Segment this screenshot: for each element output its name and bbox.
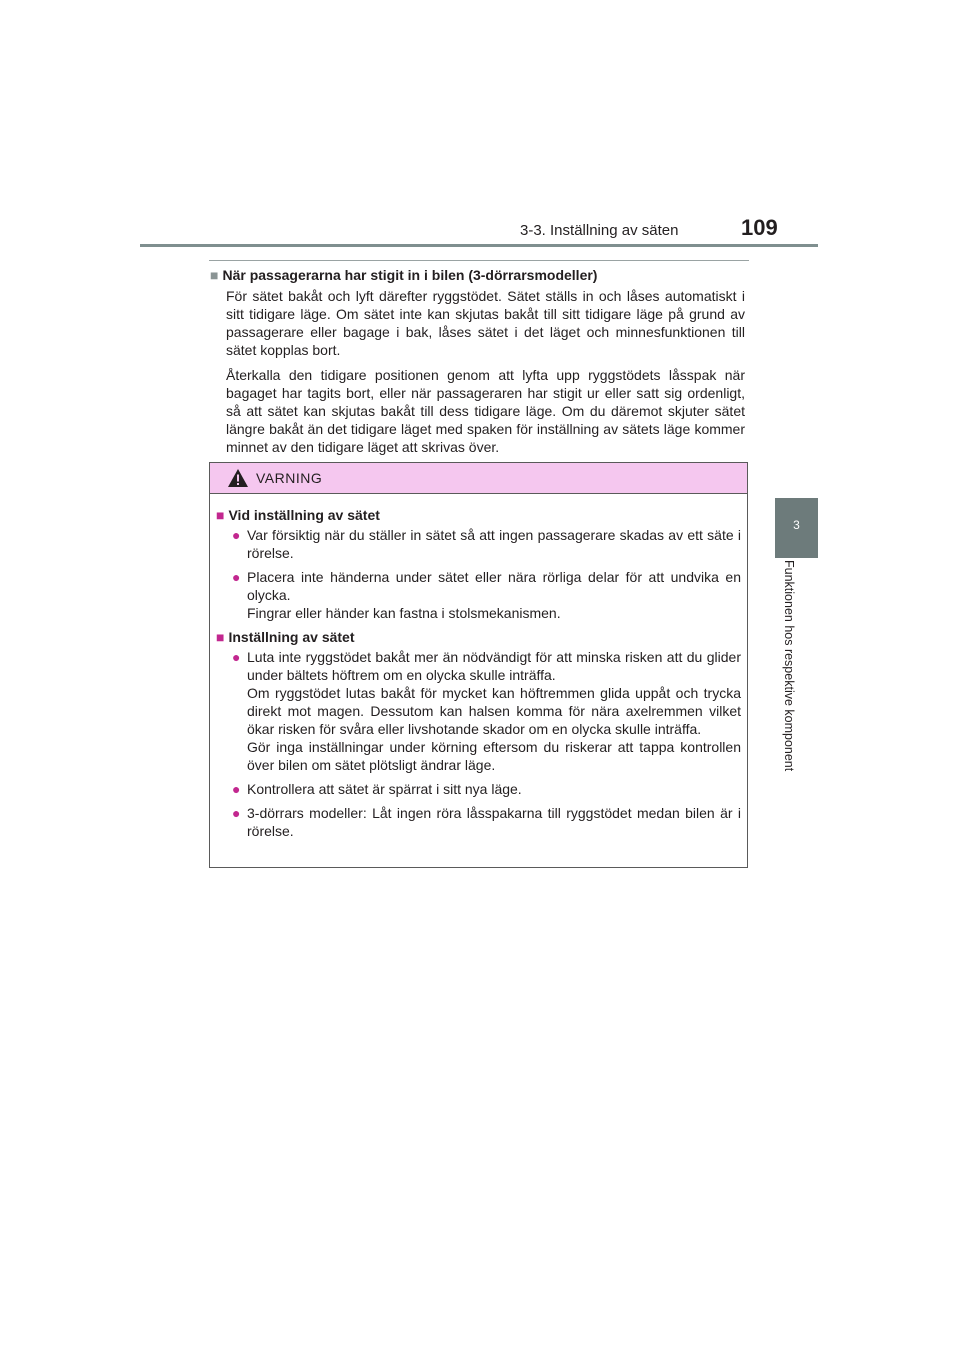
section-divider [209, 260, 749, 261]
warning-header [210, 463, 747, 494]
page-number: 109 [741, 215, 778, 240]
section-paragraph: För sätet bakåt och lyft därefter ryggstödet. Sätet ställs in och låses automatiskt i sitt tidigare läge. Om sätet inte kan skjutas bakåt till sitt tidigare läge på grund av passagerare eller bagage i bak, låses sätet i det läget och minnesfunktionen till sätet kopplas bort. [226, 288, 745, 358]
round-bullet-icon: ● [232, 569, 241, 585]
warning-box [209, 462, 748, 868]
warning-bullet [216, 780, 741, 798]
section-heading-text: När passagerarna har stigit in i bilen (3-dörrarsmodeller) [222, 267, 598, 283]
bullet-text: Om ryggstödet lutas bakåt för mycket kan höftremmen glida uppåt och trycka direkt mot magen. Dessutom kan halsen komma för nära axelremmen vilket ökar risken för svåra eller livshotande skador om en olycka skulle inträffa. [247, 685, 741, 737]
bullet-text: Fingrar eller händer kan fastna i stolsmekanismen. [247, 605, 561, 621]
bullet-text: Placera inte händerna under sätet eller nära rörliga delar för att undvika en olycka. [247, 569, 741, 603]
round-bullet-icon: ● [232, 781, 241, 797]
square-bullet-icon: ■ [210, 267, 219, 283]
warning-triangle-icon [227, 468, 249, 488]
bullet-text: Gör inga inställningar under körning eftersom du riskerar att tappa kontrollen över bilen om sätet plötsligt ändrar läge. [247, 739, 741, 773]
square-bullet-icon: ■ [216, 507, 225, 523]
warning-bullet [216, 648, 741, 774]
warning-body [210, 494, 747, 840]
bullet-text: Luta inte ryggstödet bakåt mer än nödvändigt för att minska risken att du glider under bältets höftrem om en olycka skulle inträffa. [247, 649, 741, 683]
warning-bullet [216, 526, 741, 562]
warning-group-heading [216, 506, 741, 524]
bullet-text: Kontrollera att sätet är spärrat i sitt nya läge. [247, 781, 522, 797]
section [210, 266, 745, 463]
warning-bullet [216, 804, 741, 840]
warning-bullet [216, 568, 741, 622]
chapter-tab [775, 498, 818, 558]
header-rule [140, 244, 818, 247]
header-section-title: 3-3. Inställning av säten [520, 222, 679, 239]
warning-group-heading-text: Inställning av sätet [228, 629, 355, 645]
bullet-text: Var försiktig när du ställer in sätet så att ingen passagerare skadas av ett säte i rörelse. [247, 527, 741, 561]
bullet-text: 3-dörrars modeller: Låt ingen röra låsspakarna till ryggstödet medan bilen är i rörelse. [247, 805, 741, 839]
round-bullet-icon: ● [232, 527, 241, 543]
chapter-title: Funktionen hos respektive komponent [782, 560, 796, 772]
section-paragraph: Återkalla den tidigare positionen genom att lyfta upp ryggstödets låsspak när bagaget har tagits bort, eller när passageraren har stigit ur eller satt sig ordenligt, så att sätet kan skjutas bakåt till dess tidigare läge. Om du däremot skjuter sätet längre bakåt än det tidigare läget med spaken för inställning av sätets läge kommer minnet av den tidigare läget att skrivas över. [226, 367, 745, 455]
chapter-number: 3 [793, 518, 800, 532]
warning-label: VARNING [256, 470, 323, 486]
warning-group-heading-text: Vid inställning av sätet [228, 507, 380, 523]
warning-group-heading [216, 628, 741, 646]
round-bullet-icon: ● [232, 649, 241, 665]
square-bullet-icon: ■ [216, 629, 225, 645]
round-bullet-icon: ● [232, 805, 241, 821]
section-heading [210, 266, 745, 284]
